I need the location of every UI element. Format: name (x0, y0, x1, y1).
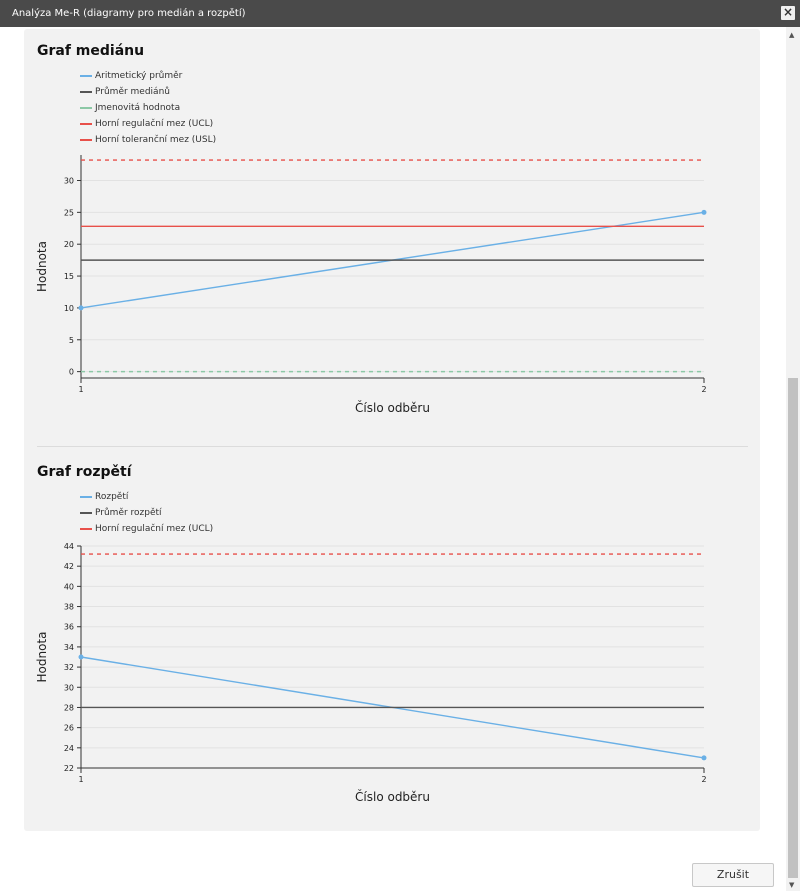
y-tick-label: 20 (63, 240, 74, 250)
y-tick-label: 10 (63, 303, 74, 313)
y-tick-label: 25 (63, 208, 74, 218)
legend-item (80, 132, 216, 148)
y-tick-label: 5 (68, 335, 74, 345)
y-tick-label: 15 (63, 272, 74, 282)
y-tick-label: 28 (63, 703, 74, 713)
x-tick-label: 2 (701, 775, 707, 784)
legend-swatch (80, 528, 92, 530)
close-button[interactable]: × (782, 5, 794, 19)
legend-label: Jmenovitá hodnota (95, 103, 181, 113)
range-chart-legend (80, 489, 213, 537)
range-chart-title: Graf rozpětí (37, 464, 132, 480)
y-tick-label: 44 (63, 542, 74, 551)
y-tick-label: 34 (63, 642, 74, 652)
legend-item (80, 489, 213, 505)
legend-swatch (80, 107, 92, 109)
window-title: Analýza Me-R (diagramy pro medián a rozpětí) (12, 8, 246, 19)
y-tick-label: 22 (63, 764, 74, 773)
y-tick-label: 30 (63, 176, 74, 186)
data-point (79, 655, 84, 660)
y-tick-label: 24 (63, 743, 74, 753)
scroll-up-icon[interactable]: ▲ (789, 31, 795, 39)
y-tick-label: 32 (63, 663, 74, 673)
y-axis-label: Hodnota (35, 631, 49, 683)
legend-item (80, 116, 216, 132)
x-axis-label: Číslo odběru (355, 790, 430, 804)
legend-swatch (80, 139, 92, 141)
legend-label: Průměr rozpětí (95, 508, 162, 518)
legend-item (80, 68, 216, 84)
legend-label: Horní regulační mez (UCL) (95, 524, 214, 534)
legend-swatch (80, 496, 92, 498)
y-tick-label: 40 (63, 582, 74, 592)
legend-item (80, 521, 213, 537)
legend-label: Průměr mediánů (95, 87, 170, 97)
median-chart (24, 150, 760, 420)
data-point (702, 755, 707, 760)
legend-swatch (80, 512, 92, 514)
y-tick-label: 30 (63, 683, 74, 693)
legend-label: Aritmetický průměr (95, 71, 183, 81)
scroll-down-icon[interactable]: ▼ (789, 881, 795, 889)
data-point (702, 210, 707, 215)
y-tick-label: 42 (63, 562, 74, 572)
y-axis-label: Hodnota (35, 241, 49, 292)
window-title-bar (0, 0, 800, 27)
legend-item (80, 84, 216, 100)
median-chart-legend (80, 68, 216, 148)
legend-swatch (80, 123, 92, 125)
legend-item (80, 100, 216, 116)
legend-swatch (80, 75, 92, 77)
x-tick-label: 1 (78, 385, 84, 394)
x-tick-label: 2 (701, 385, 707, 394)
scrollbar-thumb[interactable] (788, 378, 798, 878)
y-tick-label: 38 (63, 602, 74, 612)
section-divider (37, 446, 748, 447)
legend-label: Horní toleranční mez (USL) (95, 135, 217, 145)
y-tick-label: 0 (68, 367, 74, 377)
y-tick-label: 36 (63, 622, 74, 632)
data-point (79, 305, 84, 310)
y-tick-label: 26 (63, 723, 74, 733)
median-chart-title: Graf mediánu (37, 43, 145, 59)
x-axis-label: Číslo odběru (355, 401, 430, 415)
range-chart (24, 537, 760, 812)
x-tick-label: 1 (78, 775, 84, 784)
legend-swatch (80, 91, 92, 93)
cancel-button[interactable]: Zrušit (692, 863, 774, 887)
legend-label: Rozpětí (95, 492, 129, 502)
legend-label: Horní regulační mez (UCL) (95, 119, 214, 129)
legend-item (80, 505, 213, 521)
